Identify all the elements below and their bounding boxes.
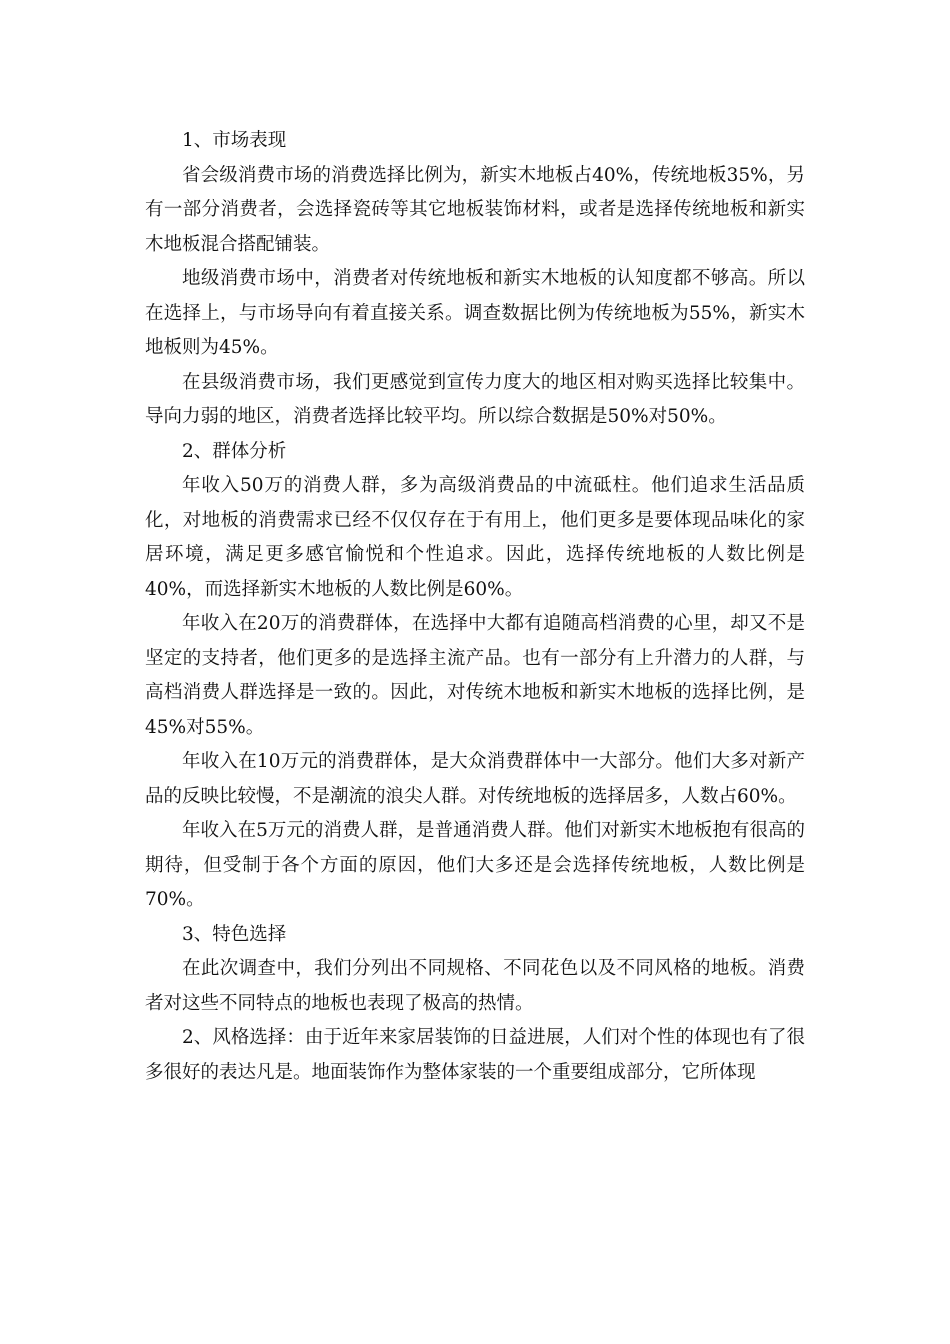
paragraph-provincial-market: 省会级消费市场的消费选择比例为，新实木地板占40%，传统地板35%，另有一部分消费者，会选择瓷砖等其它地板装饰材料，或者是选择传统地板和新实木地板混合搭配铺装。	[145, 164, 805, 255]
paragraph-prefecture-market: 地级消费市场中，消费者对传统地板和新实木地板的认知度都不够高。所以在选择上，与市场导向有着直接关系。调查数据比例为传统地板为55%，新实木地板则为45%。	[145, 268, 805, 358]
paragraph-income-500k: 年收入50万的消费人群，多为高级消费品的中流砥柱。他们追求生活品质化，对地板的消费需求已经不仅仅存在于有用上，他们更多是要体现品味化的家居环境，满足更多感官愉悦和个性追求。因此，选择传统地板的人数比例是40%，而选择新实木地板的人数比例是60%。	[145, 475, 805, 600]
paragraph-survey-features: 在此次调查中，我们分列出不同规格、不同花色以及不同风格的地板。消费者对这些不同特点的地板也表现了极高的热情。	[145, 958, 805, 1014]
heading-group-analysis: 2、群体分析	[182, 440, 287, 462]
paragraph-county-market: 在县级消费市场，我们更感觉到宣传力度大的地区相对购买选择比较集中。导向力弱的地区，消费者选择比较平均。所以综合数据是50%对50%。	[145, 371, 805, 427]
heading-feature-selection: 3、特色选择	[182, 923, 287, 945]
paragraph-income-50k: 年收入在5万元的消费人群，是普通消费人群。他们对新实木地板抱有很高的期待，但受制于各个方面的原因，他们大多还是会选择传统地板，人数比例是70%。	[145, 820, 805, 910]
paragraph-style-selection: 2、风格选择：由于近年来家居装饰的日益进展，人们对个性的体现也有了很多很好的表达凡是。地面装饰作为整体家装的一个重要组成部分，它所体现	[145, 1027, 805, 1083]
paragraph-income-200k: 年收入在20万的消费群体，在选择中大都有追随高档消费的心里，却又不是坚定的支持者，他们更多的是选择主流产品。也有一部分有上升潜力的人群，与高档消费人群选择是一致的。因此，对传统木地板和新实木地板的选择比例，是45%对55%。	[145, 613, 805, 738]
heading-market-performance: 1、市场表现	[182, 130, 287, 151]
document-body	[145, 124, 805, 1090]
paragraph-income-100k: 年收入在10万元的消费群体，是大众消费群体中一大部分。他们大多对新产品的反映比较慢，不是潮流的浪尖人群。对传统地板的选择居多，人数占60%。	[145, 751, 805, 807]
